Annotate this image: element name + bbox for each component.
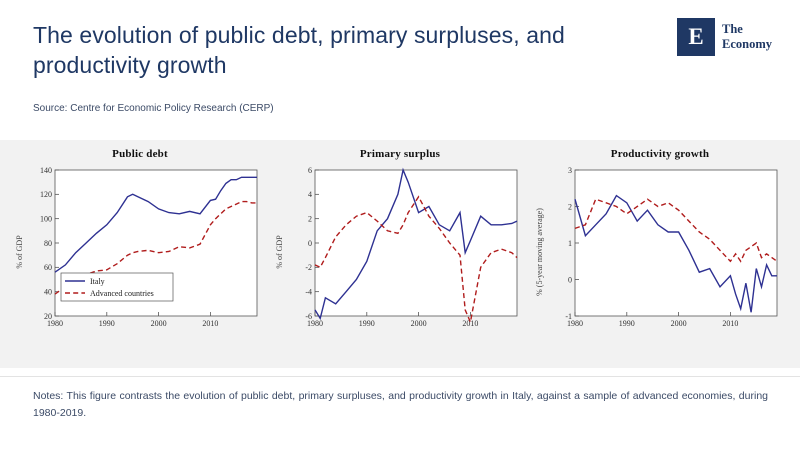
y-axis-label-2: % (5-year moving average) xyxy=(535,208,544,296)
svg-text:6: 6 xyxy=(308,165,312,175)
y-axis-label-0: % of GDP xyxy=(15,235,24,269)
page-title: The evolution of public debt, primary surpluses, and productivity growth xyxy=(33,22,565,78)
svg-text:80: 80 xyxy=(44,238,52,248)
logo-mark-icon: E xyxy=(677,18,715,56)
notes-text: Notes: This figure contrasts the evolution of public debt, primary surpluses, and productivity growth in Italy, against a sample of advanced economies, during 1980-2019. xyxy=(33,390,768,419)
svg-text:1980: 1980 xyxy=(307,319,323,328)
svg-text:100: 100 xyxy=(40,214,52,224)
logo-line-2: Economy xyxy=(722,37,772,51)
svg-text:1980: 1980 xyxy=(567,319,583,328)
chart-band xyxy=(0,140,800,368)
svg-text:1990: 1990 xyxy=(358,319,375,328)
svg-text:1990: 1990 xyxy=(618,319,635,328)
logo-line-1: The xyxy=(722,22,743,36)
charts-row xyxy=(0,140,800,368)
svg-text:0: 0 xyxy=(568,275,572,285)
svg-text:2000: 2000 xyxy=(410,319,427,328)
notes-divider xyxy=(0,376,800,377)
svg-text:120: 120 xyxy=(40,190,52,200)
svg-text:4: 4 xyxy=(308,190,312,200)
svg-text:2010: 2010 xyxy=(202,319,219,328)
brand-logo xyxy=(677,18,772,56)
svg-text:2010: 2010 xyxy=(462,319,479,328)
slide-header xyxy=(0,0,800,140)
chart-title-0: Public debt xyxy=(112,148,168,160)
chart-productivity-growth xyxy=(535,148,785,358)
chart-title-1: Primary surplus xyxy=(359,148,441,160)
plot-svg-1 xyxy=(289,162,525,342)
chart-title-2: Productivity growth xyxy=(610,148,710,160)
logo-text xyxy=(722,22,772,52)
plot-svg-0 xyxy=(29,162,265,342)
svg-text:-1: -1 xyxy=(565,311,572,321)
chart-primary-surplus xyxy=(275,148,525,358)
svg-text:60: 60 xyxy=(44,263,52,273)
svg-text:-2: -2 xyxy=(305,263,312,273)
svg-text:Italy: Italy xyxy=(90,277,105,286)
source-line: Source: Centre for Economic Policy Research (CERP) xyxy=(33,103,274,114)
svg-text:20: 20 xyxy=(44,311,52,321)
svg-text:2000: 2000 xyxy=(670,319,687,328)
plot-wrap-2 xyxy=(535,162,785,342)
svg-text:-6: -6 xyxy=(305,311,312,321)
svg-text:2: 2 xyxy=(308,214,312,224)
svg-text:2000: 2000 xyxy=(150,319,167,328)
chart-public-debt xyxy=(15,148,265,358)
plot-svg-2 xyxy=(549,162,785,342)
svg-text:-4: -4 xyxy=(305,287,312,297)
svg-text:2: 2 xyxy=(568,202,572,212)
svg-text:3: 3 xyxy=(568,165,572,175)
svg-text:1980: 1980 xyxy=(47,319,63,328)
svg-text:0: 0 xyxy=(308,238,312,248)
svg-text:2010: 2010 xyxy=(722,319,739,328)
y-axis-label-1: % of GDP xyxy=(275,235,284,269)
svg-text:1990: 1990 xyxy=(98,319,115,328)
plot-wrap-0 xyxy=(15,162,265,342)
svg-text:40: 40 xyxy=(44,287,52,297)
svg-text:1: 1 xyxy=(568,238,572,248)
svg-text:140: 140 xyxy=(40,165,52,175)
plot-wrap-1 xyxy=(275,162,525,342)
svg-text:Advanced countries: Advanced countries xyxy=(90,289,154,298)
